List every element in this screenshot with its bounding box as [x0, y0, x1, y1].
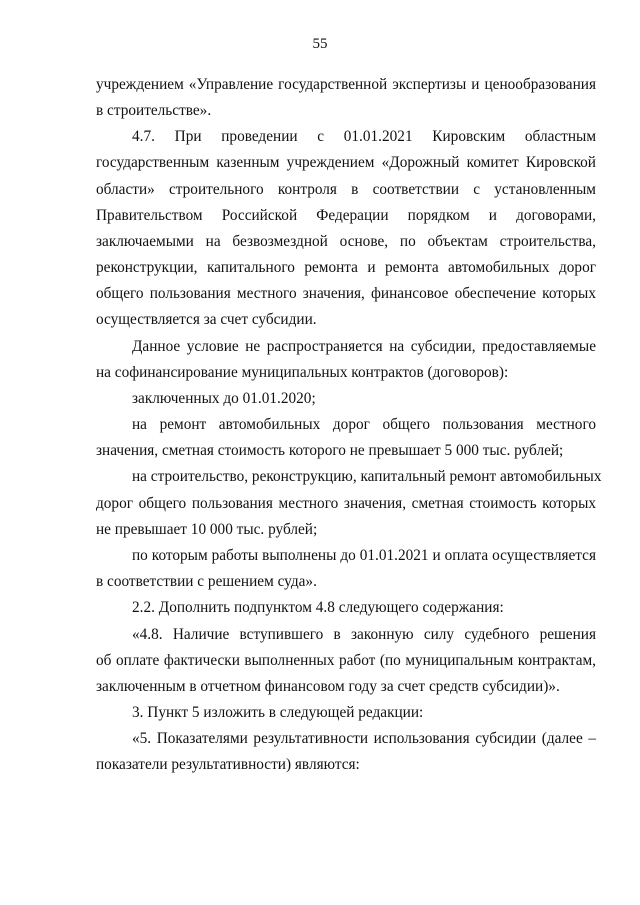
text-line: 2.2. Дополнить подпунктом 4.8 следующего содержания:	[132, 599, 504, 616]
text-line: Правительством Российской Федерации порядком и договорами,	[96, 207, 596, 224]
text-line: реконструкции, капитального ремонта и ремонта автомобильных дорог	[96, 259, 596, 276]
text-line: 4.7. При проведении с 01.01.2021 Кировским областным	[132, 128, 596, 145]
text-line: дорог общего пользования местного значения, сметная стоимость которых	[96, 495, 596, 512]
text-line: «5. Показателями результативности использования субсидии (далее –	[132, 730, 596, 747]
text-line: общего пользования местного значения, финансовое обеспечение которых	[96, 285, 596, 302]
text-line: 3. Пункт 5 изложить в следующей редакции:	[132, 704, 424, 721]
text-line: по которым работы выполнены до 01.01.2021 и оплата осуществляется	[132, 547, 596, 564]
page-number: 55	[312, 36, 328, 52]
text-line: не превышает 10 000 тыс. рублей;	[96, 521, 318, 538]
text-line: на софинансирование муниципальных контрактов (договоров):	[96, 364, 509, 381]
text-line: государственным казенным учреждением «Дорожный комитет Кировской	[96, 154, 596, 171]
text-line: учреждением «Управление государственной экспертизы и ценообразования	[96, 76, 596, 93]
text-line: показатели результативности) являются:	[96, 756, 360, 773]
text-line: заключенных до 01.01.2020;	[132, 390, 316, 407]
text-line: в строительстве».	[96, 102, 212, 119]
text-line: об оплате фактически выполненных работ (по муниципальным контрактам,	[96, 652, 596, 669]
text-line: на строительство, реконструкцию, капитальный ремонт автомобильных	[132, 468, 602, 485]
text-line: в соответствии с решением суда».	[96, 573, 317, 590]
text-line: осуществляется за счет субсидии.	[96, 311, 317, 328]
text-line: заключенным в отчетном финансовом году за счет средств субсидии)».	[96, 678, 560, 695]
text-line: значения, сметная стоимость которого не превышает 5 000 тыс. рублей;	[96, 442, 564, 459]
text-line: области» строительного контроля в соответствии с установленным	[96, 181, 596, 198]
text-line: на ремонт автомобильных дорог общего пользования местного	[132, 416, 596, 433]
text-line: «4.8. Наличие вступившего в законную силу судебного решения	[132, 626, 596, 643]
text-line: заключаемыми на безвозмездной основе, по объектам строительства,	[96, 233, 596, 250]
text-line: Данное условие не распространяется на субсидии, предоставляемые	[132, 338, 596, 355]
